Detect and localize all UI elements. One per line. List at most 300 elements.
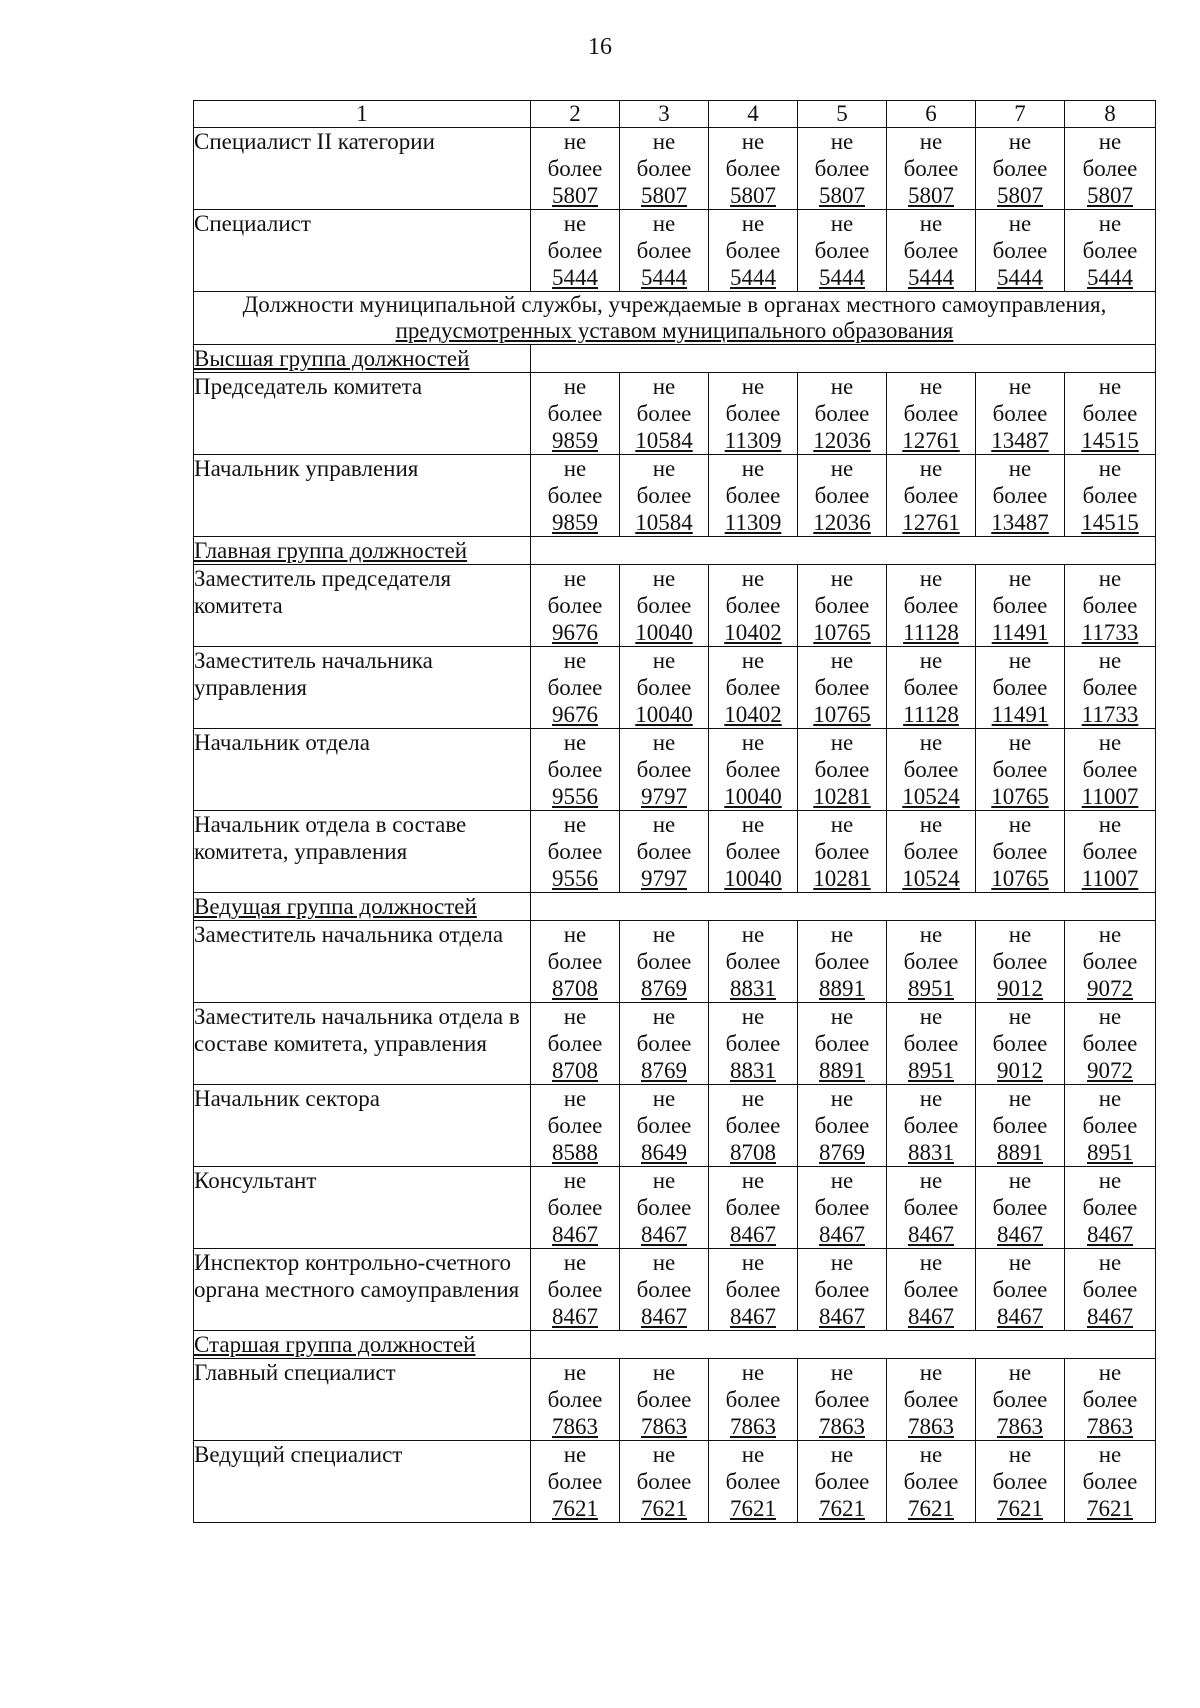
salary-prefix-2: более [547,1277,603,1302]
salary-prefix-1: не [830,1168,854,1193]
salary-prefix-2: более [814,238,870,263]
salary-value: 11491 [991,702,1049,727]
salary-value: 11128 [903,620,959,645]
salary-prefix-2: более [903,1195,959,1220]
table-row [194,1167,1156,1249]
salary-prefix-2: более [725,1195,781,1220]
salary-cell [887,729,976,811]
table-row [194,811,1156,893]
salary-prefix-1: не [652,374,676,399]
salary-prefix-1: не [563,1442,587,1467]
salary-prefix-2: более [903,593,959,618]
salary-prefix-1: не [1098,1250,1122,1275]
salary-prefix-2: более [636,483,692,508]
salary-prefix-2: более [636,1195,692,1220]
column-number-cell: 3 [620,101,709,128]
salary-value: 11733 [1081,620,1139,645]
salary-cell [1065,210,1156,292]
salary-prefix-1: не [919,1004,943,1029]
salary-prefix-1: не [652,456,676,481]
salary-prefix-1: не [652,1168,676,1193]
salary-cell [798,1249,887,1331]
salary-cell [798,1441,887,1523]
salary-cell [1065,1441,1156,1523]
section-row [194,292,1156,345]
salary-prefix-2: более [903,1387,959,1412]
salary-prefix-1: не [652,1442,676,1467]
salary-value: 10765 [991,784,1049,809]
salary-prefix-2: более [725,593,781,618]
salary-value: 10765 [813,702,871,727]
table-row [194,128,1156,210]
salary-cell [798,1003,887,1085]
salary-prefix-2: более [547,238,603,263]
salary-prefix-2: более [636,1469,692,1494]
salary-prefix-1: не [919,1360,943,1385]
salary-prefix-1: не [1008,374,1032,399]
salary-prefix-1: не [1098,1086,1122,1111]
salary-prefix-2: более [1082,593,1138,618]
salary-prefix-1: не [563,129,587,154]
salary-value: 11007 [1081,866,1139,891]
salary-cell [531,647,620,729]
salary-prefix-2: более [725,1031,781,1056]
salary-prefix-2: более [725,839,781,864]
salary-value: 7621 [819,1496,865,1521]
salary-cell [976,1441,1065,1523]
salary-prefix-1: не [1008,1086,1032,1111]
salary-prefix-1: не [1008,922,1032,947]
salary-cell [709,1003,798,1085]
salary-cell [620,729,709,811]
salary-value: 7621 [552,1496,598,1521]
position-name: Начальник управления [194,455,531,537]
salary-value: 7621 [641,1496,687,1521]
salary-value: 14515 [1081,428,1139,453]
salary-prefix-1: не [919,374,943,399]
salary-value: 9797 [641,784,687,809]
salary-value: 8769 [641,976,687,1001]
group-empty-cell [531,1331,1156,1359]
salary-cell [531,729,620,811]
salary-cell [798,128,887,210]
salary-prefix-2: более [814,401,870,426]
salary-prefix-1: не [652,129,676,154]
salary-prefix-2: более [547,839,603,864]
salary-cell [620,1167,709,1249]
salary-prefix-2: более [903,675,959,700]
salary-prefix-1: не [563,1250,587,1275]
salary-cell [976,1167,1065,1249]
salary-cell [798,811,887,893]
salary-prefix-2: более [1082,1469,1138,1494]
salary-prefix-1: не [830,566,854,591]
salary-prefix-1: не [1008,1250,1032,1275]
salary-prefix-2: более [992,401,1048,426]
salary-prefix-2: более [903,757,959,782]
salary-prefix-1: не [830,1250,854,1275]
salary-prefix-1: не [919,566,943,591]
salary-prefix-1: не [652,1086,676,1111]
salary-cell [531,565,620,647]
section-title-line-2: предусмотренных уставом муниципального образования [395,318,954,343]
salary-prefix-2: более [636,1277,692,1302]
salary-value: 11309 [724,428,782,453]
salary-prefix-2: более [903,1469,959,1494]
salary-prefix-2: более [1082,949,1138,974]
salary-prefix-1: не [741,1168,765,1193]
salary-value: 8831 [730,976,776,1001]
salary-value: 8467 [730,1304,776,1329]
salary-prefix-2: более [725,156,781,181]
salary-value: 5807 [1087,183,1133,208]
salary-prefix-1: не [830,1004,854,1029]
salary-prefix-2: более [992,1113,1048,1138]
salary-prefix-2: более [1082,1387,1138,1412]
salary-value: 12761 [902,428,960,453]
position-name: Специалист [194,210,531,292]
salary-value: 5444 [1087,265,1133,290]
salary-cell [531,1085,620,1167]
salary-cell [887,921,976,1003]
salary-prefix-2: более [547,1387,603,1412]
table-row [194,729,1156,811]
salary-prefix-2: более [814,1031,870,1056]
salary-cell [887,1359,976,1441]
salary-cell [1065,455,1156,537]
salary-prefix-2: более [1082,483,1138,508]
salary-cell [709,128,798,210]
salary-cell [709,921,798,1003]
salary-prefix-1: не [1098,456,1122,481]
column-number-cell: 7 [976,101,1065,128]
salary-cell [620,1003,709,1085]
salary-cell [887,1167,976,1249]
salary-prefix-2: более [636,949,692,974]
salary-cell [709,1441,798,1523]
salary-value: 10402 [724,620,782,645]
position-name: Заместитель председателя комитета [194,565,531,647]
salary-cell [798,373,887,455]
salary-table [193,100,1156,1523]
salary-cell [887,1003,976,1085]
table-row [194,1359,1156,1441]
salary-value: 8891 [997,1140,1043,1165]
salary-prefix-1: не [1098,566,1122,591]
salary-prefix-1: не [652,922,676,947]
salary-cell [620,1249,709,1331]
salary-prefix-1: не [830,922,854,947]
salary-prefix-1: не [919,211,943,236]
salary-table-body [194,101,1156,1523]
salary-value: 5444 [908,265,954,290]
salary-prefix-1: не [652,211,676,236]
salary-value: 5807 [730,183,776,208]
column-number-row [194,101,1156,128]
table-row [194,1249,1156,1331]
salary-cell [976,921,1065,1003]
salary-cell [1065,1003,1156,1085]
position-name: Начальник сектора [194,1085,531,1167]
salary-prefix-2: более [992,675,1048,700]
salary-prefix-1: не [830,456,854,481]
salary-prefix-1: не [919,1442,943,1467]
salary-value: 5444 [730,265,776,290]
salary-prefix-1: не [563,1086,587,1111]
salary-value: 8467 [819,1304,865,1329]
salary-prefix-1: не [741,1086,765,1111]
salary-prefix-1: не [1098,812,1122,837]
salary-cell [887,565,976,647]
salary-prefix-2: более [992,949,1048,974]
salary-cell [798,455,887,537]
salary-prefix-2: более [636,401,692,426]
column-number-cell: 6 [887,101,976,128]
salary-prefix-1: не [1008,1360,1032,1385]
salary-value: 10040 [635,620,693,645]
salary-prefix-2: более [725,949,781,974]
salary-prefix-1: не [741,1004,765,1029]
salary-cell [531,1003,620,1085]
salary-cell [531,1359,620,1441]
salary-prefix-2: более [547,1469,603,1494]
salary-prefix-1: не [1008,1168,1032,1193]
salary-cell [798,565,887,647]
salary-prefix-2: более [547,949,603,974]
salary-value: 10524 [902,784,960,809]
salary-cell [531,1249,620,1331]
salary-prefix-2: более [636,156,692,181]
salary-cell [798,921,887,1003]
salary-prefix-1: не [563,812,587,837]
salary-prefix-2: более [636,1113,692,1138]
salary-cell [976,210,1065,292]
salary-cell [620,210,709,292]
salary-value: 5444 [819,265,865,290]
salary-value: 14515 [1081,510,1139,535]
position-name: Ведущий специалист [194,1441,531,1523]
salary-prefix-1: не [1008,566,1032,591]
salary-prefix-2: более [547,757,603,782]
salary-value: 8467 [997,1222,1043,1247]
salary-value: 7863 [730,1414,776,1439]
table-row [194,1003,1156,1085]
salary-value: 8467 [552,1222,598,1247]
salary-value: 9676 [552,702,598,727]
salary-cell [887,811,976,893]
salary-prefix-2: более [547,1031,603,1056]
salary-cell [976,729,1065,811]
salary-value: 9556 [552,784,598,809]
salary-cell [798,1085,887,1167]
column-number-cell: 8 [1065,101,1156,128]
salary-cell [620,1441,709,1523]
table-row [194,210,1156,292]
salary-value: 7863 [552,1414,598,1439]
salary-prefix-2: более [814,675,870,700]
salary-prefix-1: не [919,456,943,481]
salary-cell [709,565,798,647]
salary-prefix-1: не [563,211,587,236]
salary-cell [887,128,976,210]
salary-prefix-2: более [903,483,959,508]
salary-prefix-1: не [1008,211,1032,236]
salary-value: 8467 [1087,1222,1133,1247]
salary-cell [531,1167,620,1249]
salary-prefix-2: более [992,156,1048,181]
salary-cell [798,1167,887,1249]
salary-prefix-2: более [1082,156,1138,181]
salary-value: 8831 [908,1140,954,1165]
salary-prefix-2: более [1082,839,1138,864]
group-row [194,1331,1156,1359]
salary-prefix-1: не [830,374,854,399]
salary-prefix-1: не [830,1086,854,1111]
salary-prefix-1: не [652,1004,676,1029]
table-row [194,373,1156,455]
salary-cell [798,729,887,811]
salary-prefix-2: более [1082,757,1138,782]
salary-prefix-1: не [1008,456,1032,481]
salary-prefix-2: более [725,1469,781,1494]
salary-prefix-2: более [547,675,603,700]
salary-prefix-2: более [547,156,603,181]
salary-cell [798,210,887,292]
salary-prefix-2: более [903,1277,959,1302]
salary-prefix-2: более [636,1031,692,1056]
salary-value: 9859 [552,510,598,535]
salary-cell [887,1085,976,1167]
salary-prefix-1: не [919,648,943,673]
salary-prefix-1: не [563,1360,587,1385]
salary-value: 7863 [641,1414,687,1439]
salary-prefix-2: более [903,156,959,181]
salary-prefix-2: более [636,1387,692,1412]
salary-cell [531,1441,620,1523]
group-row [194,537,1156,565]
salary-cell [1065,647,1156,729]
salary-prefix-1: не [1008,648,1032,673]
salary-value: 11491 [991,620,1049,645]
salary-value: 9072 [1087,1058,1133,1083]
salary-cell [620,811,709,893]
salary-prefix-1: не [919,1086,943,1111]
salary-value: 10040 [724,866,782,891]
salary-cell [709,647,798,729]
salary-prefix-1: не [1098,129,1122,154]
salary-prefix-2: более [636,593,692,618]
salary-cell [798,1359,887,1441]
salary-value: 8769 [819,1140,865,1165]
salary-value: 8467 [908,1222,954,1247]
salary-value: 8467 [819,1222,865,1247]
salary-cell [976,565,1065,647]
salary-prefix-2: более [992,1031,1048,1056]
salary-cell [709,455,798,537]
salary-prefix-2: более [992,1387,1048,1412]
salary-cell [531,128,620,210]
salary-value: 8588 [552,1140,598,1165]
position-name: Заместитель начальника управления [194,647,531,729]
salary-value: 12761 [902,510,960,535]
salary-prefix-1: не [741,456,765,481]
salary-prefix-2: более [725,675,781,700]
salary-prefix-1: не [830,1360,854,1385]
salary-value: 5444 [552,265,598,290]
salary-prefix-1: не [563,1168,587,1193]
salary-cell [709,1167,798,1249]
salary-value: 11733 [1081,702,1139,727]
salary-value: 7621 [908,1496,954,1521]
salary-prefix-1: не [830,648,854,673]
salary-value: 8467 [641,1222,687,1247]
position-name: Консультант [194,1167,531,1249]
salary-prefix-1: не [563,456,587,481]
salary-prefix-2: более [1082,1113,1138,1138]
salary-prefix-2: более [725,757,781,782]
salary-prefix-1: не [1098,1004,1122,1029]
salary-prefix-2: более [547,401,603,426]
group-title: Главная группа должностей [194,537,531,565]
salary-prefix-2: более [547,483,603,508]
salary-prefix-1: не [1098,1442,1122,1467]
salary-prefix-2: более [992,593,1048,618]
salary-prefix-1: не [1098,922,1122,947]
salary-cell [709,1359,798,1441]
salary-cell [620,455,709,537]
salary-cell [709,811,798,893]
salary-value: 10402 [724,702,782,727]
salary-prefix-1: не [830,730,854,755]
salary-prefix-1: не [741,730,765,755]
section-title-line-1: Должности муниципальной службы, учреждаемые в органах местного самоуправления, [242,292,1107,317]
salary-prefix-1: не [1098,211,1122,236]
table-row [194,647,1156,729]
salary-cell [887,647,976,729]
salary-cell [1065,1249,1156,1331]
salary-prefix-2: более [992,483,1048,508]
salary-value: 9012 [997,1058,1043,1083]
salary-value: 5807 [819,183,865,208]
salary-prefix-2: более [1082,401,1138,426]
salary-cell [620,128,709,210]
salary-prefix-2: более [725,238,781,263]
salary-cell [1065,1085,1156,1167]
column-number-cell: 5 [798,101,887,128]
salary-prefix-1: не [652,1360,676,1385]
salary-prefix-2: более [992,839,1048,864]
salary-value: 8467 [908,1304,954,1329]
group-empty-cell [531,537,1156,565]
salary-value: 11007 [1081,784,1139,809]
salary-prefix-1: не [1098,730,1122,755]
salary-value: 5807 [908,183,954,208]
salary-prefix-1: не [1008,812,1032,837]
salary-prefix-2: более [814,483,870,508]
column-number-cell: 1 [194,101,531,128]
salary-cell [620,1359,709,1441]
salary-value: 8467 [730,1222,776,1247]
salary-cell [531,811,620,893]
salary-prefix-1: не [652,1250,676,1275]
salary-cell [1065,921,1156,1003]
salary-cell [531,455,620,537]
group-title: Ведущая группа должностей [194,893,531,921]
salary-value: 12036 [813,510,871,535]
salary-cell [620,647,709,729]
salary-prefix-2: более [903,401,959,426]
salary-value: 12036 [813,428,871,453]
